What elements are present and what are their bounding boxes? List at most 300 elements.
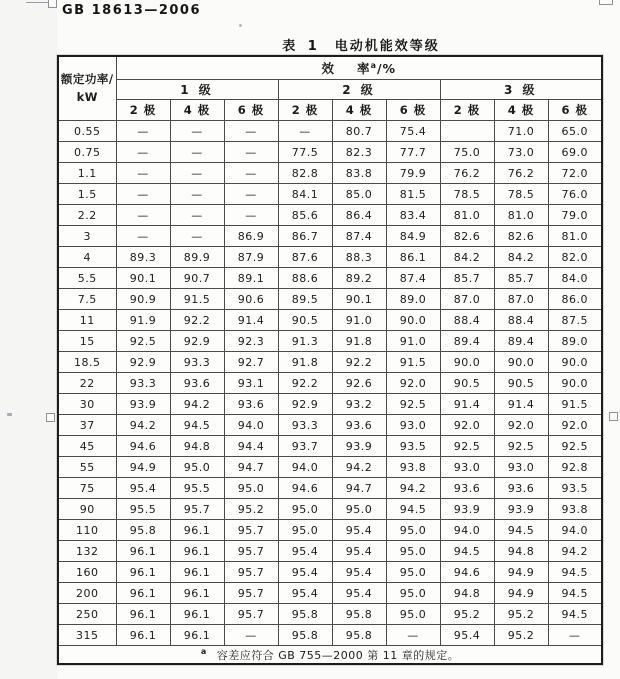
efficiency-value-cell: — [116, 163, 170, 184]
efficiency-value-cell: 93.6 [440, 478, 494, 499]
table-row [58, 478, 602, 499]
efficiency-value-cell: 95.7 [224, 583, 278, 604]
efficiency-value-cell: 86.7 [278, 226, 332, 247]
table-row [58, 604, 602, 625]
efficiency-value-cell: 78.5 [494, 184, 548, 205]
efficiency-value-cell: 94.2 [116, 415, 170, 436]
efficiency-value-cell: 89.3 [116, 247, 170, 268]
efficiency-value-cell: 86.0 [548, 289, 602, 310]
rated-power-cell: 3 [58, 226, 116, 247]
efficiency-value-cell: 82.8 [278, 163, 332, 184]
efficiency-value-cell: 90.7 [170, 268, 224, 289]
efficiency-value-cell: 95.0 [386, 562, 440, 583]
efficiency-value-cell: 91.8 [332, 331, 386, 352]
efficiency-value-cell: 91.5 [170, 289, 224, 310]
pole-header: 4 极 [494, 100, 548, 121]
efficiency-value-cell: 94.4 [224, 436, 278, 457]
efficiency-value-cell: 90.5 [278, 310, 332, 331]
efficiency-value-cell: 96.1 [116, 583, 170, 604]
efficiency-value-cell: 89.2 [332, 268, 386, 289]
efficiency-value-cell: 96.1 [170, 520, 224, 541]
rated-power-cell: 55 [58, 457, 116, 478]
pole-header: 2 极 [440, 100, 494, 121]
efficiency-value-cell: 93.6 [332, 415, 386, 436]
efficiency-value-cell: — [170, 205, 224, 226]
efficiency-value-cell: — [224, 184, 278, 205]
efficiency-value-cell: 93.0 [386, 415, 440, 436]
efficiency-value-cell: 79.0 [548, 205, 602, 226]
efficiency-value-cell: 75.0 [440, 142, 494, 163]
rated-power-cell: 90 [58, 499, 116, 520]
table-row [58, 520, 602, 541]
efficiency-value-cell: 89.9 [170, 247, 224, 268]
efficiency-value-cell: 82.6 [494, 226, 548, 247]
rated-power-cell: 37 [58, 415, 116, 436]
efficiency-value-cell: 95.0 [386, 520, 440, 541]
efficiency-value-cell: 82.6 [440, 226, 494, 247]
efficiency-value-cell [440, 121, 494, 142]
table-row [58, 625, 602, 646]
efficiency-value-cell: — [116, 184, 170, 205]
efficiency-value-cell: 95.4 [116, 478, 170, 499]
efficiency-value-cell: 71.0 [494, 121, 548, 142]
table-row [58, 268, 602, 289]
efficiency-value-cell: 77.5 [278, 142, 332, 163]
efficiency-value-cell: 96.1 [170, 583, 224, 604]
efficiency-value-cell: 92.7 [224, 352, 278, 373]
efficiency-value-cell: 92.2 [278, 373, 332, 394]
efficiency-value-cell: 93.1 [224, 373, 278, 394]
table-row [58, 394, 602, 415]
efficiency-value-cell: 92.5 [548, 436, 602, 457]
efficiency-value-cell: 93.8 [386, 457, 440, 478]
efficiency-value-cell: — [170, 121, 224, 142]
selection-handle-mid-left[interactable] [46, 413, 55, 422]
efficiency-value-cell: 94.8 [440, 583, 494, 604]
efficiency-value-cell: 96.1 [116, 562, 170, 583]
efficiency-value-cell: 90.6 [224, 289, 278, 310]
efficiency-value-cell: 90.1 [116, 268, 170, 289]
efficiency-value-cell: 89.0 [386, 289, 440, 310]
grade-header-row [58, 80, 602, 100]
rated-power-cell: 315 [58, 625, 116, 646]
efficiency-value-cell: 79.9 [386, 163, 440, 184]
efficiency-value-cell: 95.4 [332, 583, 386, 604]
standard-number: GB 18613—2006 [62, 3, 202, 18]
efficiency-value-cell: 76.0 [548, 184, 602, 205]
efficiency-value-cell: 95.2 [440, 604, 494, 625]
efficiency-value-cell: 81.5 [386, 184, 440, 205]
efficiency-value-cell: 86.4 [332, 205, 386, 226]
rated-power-cell: 160 [58, 562, 116, 583]
efficiency-value-cell: 93.5 [548, 478, 602, 499]
table-row [58, 373, 602, 394]
efficiency-value-cell: 94.6 [278, 478, 332, 499]
efficiency-value-cell: 95.4 [278, 562, 332, 583]
efficiency-value-cell: 95.0 [170, 457, 224, 478]
efficiency-value-cell: 92.8 [548, 457, 602, 478]
efficiency-value-cell: 92.0 [494, 415, 548, 436]
efficiency-value-cell: 81.0 [440, 205, 494, 226]
efficiency-value-cell: 83.8 [332, 163, 386, 184]
efficiency-value-cell: 93.3 [278, 415, 332, 436]
efficiency-value-cell: 95.2 [224, 499, 278, 520]
pole-header: 4 极 [170, 100, 224, 121]
efficiency-value-cell: 95.8 [332, 604, 386, 625]
efficiency-value-cell: 95.7 [224, 520, 278, 541]
efficiency-value-cell: 87.6 [278, 247, 332, 268]
efficiency-value-cell: 81.0 [494, 205, 548, 226]
footnote-text: 容差应符合 GB 755—2000 第 11 章的规定。 [216, 648, 460, 662]
efficiency-value-cell: 95.2 [494, 604, 548, 625]
efficiency-value-cell: 92.5 [116, 331, 170, 352]
efficiency-value-cell: 84.2 [440, 247, 494, 268]
efficiency-header-char: 率 [357, 61, 371, 76]
efficiency-value-cell: 94.8 [494, 541, 548, 562]
efficiency-value-cell: 91.3 [278, 331, 332, 352]
efficiency-value-cell: 76.2 [494, 163, 548, 184]
table-row [58, 331, 602, 352]
efficiency-value-cell: 73.0 [494, 142, 548, 163]
table-row [58, 289, 602, 310]
table-row [58, 205, 602, 226]
efficiency-value-cell: 91.5 [386, 352, 440, 373]
efficiency-value-cell: — [170, 184, 224, 205]
efficiency-value-cell: 94.0 [278, 457, 332, 478]
efficiency-value-cell: 93.6 [494, 478, 548, 499]
rated-power-cell: 15 [58, 331, 116, 352]
efficiency-value-cell: 95.5 [116, 499, 170, 520]
table-row [58, 310, 602, 331]
efficiency-value-cell: 94.2 [170, 394, 224, 415]
efficiency-value-cell: 78.5 [440, 184, 494, 205]
table-header [58, 56, 602, 121]
rated-power-cell: 1.1 [58, 163, 116, 184]
efficiency-value-cell: 94.2 [386, 478, 440, 499]
pole-header-row [58, 100, 602, 121]
efficiency-value-cell: — [116, 142, 170, 163]
efficiency-footnote-marker: a [370, 60, 377, 70]
efficiency-value-cell: 96.1 [170, 625, 224, 646]
rated-power-cell: 250 [58, 604, 116, 625]
efficiency-value-cell: 95.4 [278, 541, 332, 562]
footnote-marker: a [200, 646, 207, 656]
footnote-cell [58, 646, 602, 665]
efficiency-value-cell: 87.0 [440, 289, 494, 310]
efficiency-value-cell: 95.8 [116, 520, 170, 541]
efficiency-value-cell: 93.9 [116, 394, 170, 415]
efficiency-value-cell: 94.7 [224, 457, 278, 478]
efficiency-value-cell: 85.6 [278, 205, 332, 226]
efficiency-value-cell: 88.4 [494, 310, 548, 331]
efficiency-value-cell: 94.9 [116, 457, 170, 478]
efficiency-value-cell: 95.8 [278, 625, 332, 646]
efficiency-value-cell: 96.1 [170, 562, 224, 583]
rated-power-cell: 7.5 [58, 289, 116, 310]
efficiency-value-cell: 95.7 [170, 499, 224, 520]
efficiency-value-cell: 90.5 [494, 373, 548, 394]
efficiency-value-cell: 93.5 [386, 436, 440, 457]
table-caption-prefix: 表 1 [282, 39, 321, 54]
efficiency-value-cell: 90.0 [440, 352, 494, 373]
efficiency-value-cell: 94.5 [548, 583, 602, 604]
rated-power-header-line1: 额定功率/ [60, 72, 114, 87]
rated-power-header-line2: kW [76, 89, 98, 104]
rated-power-cell: 0.55 [58, 121, 116, 142]
efficiency-value-cell: 91.5 [548, 394, 602, 415]
efficiency-value-cell: 85.0 [332, 184, 386, 205]
efficiency-value-cell: 95.4 [440, 625, 494, 646]
efficiency-value-cell: 65.0 [548, 121, 602, 142]
table-caption [57, 35, 603, 54]
table-row [58, 583, 602, 604]
efficiency-value-cell: 92.9 [278, 394, 332, 415]
efficiency-value-cell: 89.1 [224, 268, 278, 289]
efficiency-value-cell: 92.5 [386, 394, 440, 415]
efficiency-value-cell: 96.1 [170, 541, 224, 562]
efficiency-value-cell: — [548, 625, 602, 646]
efficiency-value-cell: 95.0 [332, 499, 386, 520]
efficiency-value-cell: 94.9 [494, 583, 548, 604]
rated-power-cell: 200 [58, 583, 116, 604]
efficiency-value-cell: — [224, 625, 278, 646]
crop-mark-line [26, 2, 48, 3]
table-row [58, 436, 602, 457]
efficiency-value-cell: 93.9 [440, 499, 494, 520]
efficiency-value-cell: 94.2 [332, 457, 386, 478]
table-row [58, 142, 602, 163]
table-row [58, 352, 602, 373]
grade-header: 3 级 [440, 80, 602, 100]
efficiency-value-cell: 92.9 [170, 331, 224, 352]
efficiency-value-cell: 92.5 [440, 436, 494, 457]
efficiency-value-cell: 96.1 [116, 604, 170, 625]
efficiency-value-cell: 94.0 [224, 415, 278, 436]
efficiency-value-cell: 81.0 [548, 226, 602, 247]
efficiency-value-cell: 95.7 [224, 562, 278, 583]
table-row [58, 226, 602, 247]
efficiency-value-cell: 95.8 [332, 625, 386, 646]
efficiency-value-cell: 95.8 [278, 604, 332, 625]
motor-efficiency-table [57, 55, 603, 665]
efficiency-value-cell: 80.7 [332, 121, 386, 142]
efficiency-value-cell: 88.3 [332, 247, 386, 268]
efficiency-value-cell: 95.2 [494, 625, 548, 646]
efficiency-value-cell: 92.5 [494, 436, 548, 457]
table-caption-title: 电动机能效等级 [334, 39, 440, 54]
efficiency-value-cell: 89.0 [548, 331, 602, 352]
rated-power-cell: 0.75 [58, 142, 116, 163]
efficiency-value-cell: 92.2 [332, 352, 386, 373]
pole-header: 6 极 [224, 100, 278, 121]
efficiency-value-cell: 94.7 [332, 478, 386, 499]
efficiency-value-cell: 87.5 [548, 310, 602, 331]
efficiency-value-cell: 93.6 [170, 373, 224, 394]
efficiency-value-cell: — [386, 625, 440, 646]
table-row [58, 562, 602, 583]
efficiency-value-cell: 95.7 [224, 541, 278, 562]
rated-power-cell: 11 [58, 310, 116, 331]
efficiency-value-cell: 93.8 [548, 499, 602, 520]
efficiency-value-cell: 94.5 [386, 499, 440, 520]
footnote-row [58, 646, 602, 665]
efficiency-value-cell: 95.7 [224, 604, 278, 625]
efficiency-value-cell: 93.0 [494, 457, 548, 478]
efficiency-value-cell: 95.0 [224, 478, 278, 499]
efficiency-value-cell: 72.0 [548, 163, 602, 184]
rated-power-cell: 132 [58, 541, 116, 562]
scan-edge-tint [0, 0, 57, 679]
rated-power-cell: 5.5 [58, 268, 116, 289]
efficiency-value-cell: 95.4 [332, 562, 386, 583]
efficiency-value-cell: 90.9 [116, 289, 170, 310]
pole-header: 6 极 [548, 100, 602, 121]
rated-power-cell: 18.5 [58, 352, 116, 373]
efficiency-value-cell: 94.6 [440, 562, 494, 583]
rated-power-cell: 30 [58, 394, 116, 415]
efficiency-value-cell: — [224, 121, 278, 142]
efficiency-value-cell: 95.0 [278, 499, 332, 520]
efficiency-value-cell: 92.3 [224, 331, 278, 352]
table-row [58, 415, 602, 436]
table-row [58, 163, 602, 184]
efficiency-value-cell: 91.0 [332, 310, 386, 331]
rated-power-cell: 45 [58, 436, 116, 457]
efficiency-value-cell: — [170, 163, 224, 184]
efficiency-value-cell: 93.3 [170, 352, 224, 373]
efficiency-value-cell: — [116, 205, 170, 226]
efficiency-value-cell: 92.0 [386, 373, 440, 394]
pole-header: 6 极 [386, 100, 440, 121]
efficiency-value-cell: 75.4 [386, 121, 440, 142]
efficiency-value-cell: 95.4 [332, 520, 386, 541]
efficiency-value-cell: 90.0 [548, 352, 602, 373]
pole-header: 2 极 [278, 100, 332, 121]
efficiency-value-cell: 95.0 [386, 604, 440, 625]
efficiency-value-cell: 91.4 [224, 310, 278, 331]
efficiency-value-cell: 92.2 [170, 310, 224, 331]
efficiency-value-cell: 84.9 [386, 226, 440, 247]
efficiency-value-cell: — [116, 121, 170, 142]
scan-speck [239, 24, 242, 27]
efficiency-value-cell: 89.4 [440, 331, 494, 352]
efficiency-value-cell: — [116, 226, 170, 247]
efficiency-value-cell: 84.1 [278, 184, 332, 205]
efficiency-value-cell: 86.1 [386, 247, 440, 268]
efficiency-value-cell: — [278, 121, 332, 142]
efficiency-value-cell: 77.7 [386, 142, 440, 163]
efficiency-value-cell: 94.0 [440, 520, 494, 541]
efficiency-header-row [58, 56, 602, 80]
rated-power-cell: 75 [58, 478, 116, 499]
efficiency-value-cell: 84.0 [548, 268, 602, 289]
selection-handle-top-left[interactable] [48, 0, 57, 8]
efficiency-value-cell: 85.7 [440, 268, 494, 289]
efficiency-value-cell: 93.9 [332, 436, 386, 457]
efficiency-header-char: 效 [321, 61, 336, 76]
rated-power-header [58, 56, 116, 121]
efficiency-value-cell: 91.9 [116, 310, 170, 331]
efficiency-value-cell: 94.0 [548, 520, 602, 541]
selection-handle-mid-right[interactable] [609, 412, 618, 421]
efficiency-value-cell: — [224, 205, 278, 226]
efficiency-value-cell: 92.0 [440, 415, 494, 436]
efficiency-header [116, 56, 602, 80]
pole-header: 4 极 [332, 100, 386, 121]
efficiency-value-cell: 93.7 [278, 436, 332, 457]
efficiency-value-cell: 94.9 [494, 562, 548, 583]
efficiency-value-cell: 90.0 [386, 310, 440, 331]
table-row [58, 499, 602, 520]
efficiency-value-cell: 93.6 [224, 394, 278, 415]
efficiency-value-cell: 87.4 [332, 226, 386, 247]
efficiency-value-cell: 94.6 [116, 436, 170, 457]
efficiency-value-cell: 94.5 [494, 520, 548, 541]
efficiency-value-cell: 95.5 [170, 478, 224, 499]
efficiency-value-cell: 89.5 [278, 289, 332, 310]
rated-power-cell: 110 [58, 520, 116, 541]
table-row [58, 184, 602, 205]
efficiency-value-cell: 94.2 [548, 541, 602, 562]
efficiency-value-cell: 95.0 [386, 541, 440, 562]
scan-speck [7, 413, 12, 416]
table-row [58, 457, 602, 478]
efficiency-value-cell: 96.1 [116, 541, 170, 562]
efficiency-value-cell: 89.4 [494, 331, 548, 352]
efficiency-value-cell: 91.0 [386, 331, 440, 352]
grade-header: 1 级 [116, 80, 278, 100]
efficiency-value-cell: 93.2 [332, 394, 386, 415]
efficiency-value-cell: 82.0 [548, 247, 602, 268]
efficiency-value-cell: 69.0 [548, 142, 602, 163]
efficiency-value-cell: 92.0 [548, 415, 602, 436]
efficiency-value-cell: — [224, 142, 278, 163]
rated-power-cell: 2.2 [58, 205, 116, 226]
selection-handle-top-right[interactable] [599, 0, 613, 5]
efficiency-value-cell: 88.6 [278, 268, 332, 289]
efficiency-value-cell: 90.0 [494, 352, 548, 373]
efficiency-value-cell: 91.4 [494, 394, 548, 415]
table-row [58, 247, 602, 268]
efficiency-value-cell: 94.5 [548, 604, 602, 625]
rated-power-cell: 1.5 [58, 184, 116, 205]
efficiency-value-cell: — [170, 226, 224, 247]
efficiency-value-cell: 94.5 [170, 415, 224, 436]
efficiency-value-cell: 95.0 [278, 520, 332, 541]
table-row [58, 121, 602, 142]
efficiency-value-cell: 87.4 [386, 268, 440, 289]
efficiency-value-cell: 94.8 [170, 436, 224, 457]
efficiency-value-cell: 88.4 [440, 310, 494, 331]
efficiency-value-cell: 90.0 [548, 373, 602, 394]
efficiency-value-cell: 93.3 [116, 373, 170, 394]
pole-header: 2 极 [116, 100, 170, 121]
efficiency-value-cell: 94.5 [440, 541, 494, 562]
efficiency-value-cell: 87.0 [494, 289, 548, 310]
efficiency-value-cell: 94.5 [548, 562, 602, 583]
rated-power-cell: 22 [58, 373, 116, 394]
efficiency-value-cell: 82.3 [332, 142, 386, 163]
efficiency-value-cell: 92.9 [116, 352, 170, 373]
efficiency-value-cell: 83.4 [386, 205, 440, 226]
table-row [58, 541, 602, 562]
efficiency-value-cell: 76.2 [440, 163, 494, 184]
efficiency-value-cell: 87.9 [224, 247, 278, 268]
efficiency-value-cell: 85.7 [494, 268, 548, 289]
grade-header: 2 级 [278, 80, 440, 100]
efficiency-header-suffix: /% [376, 61, 397, 76]
efficiency-value-cell: 95.4 [278, 583, 332, 604]
